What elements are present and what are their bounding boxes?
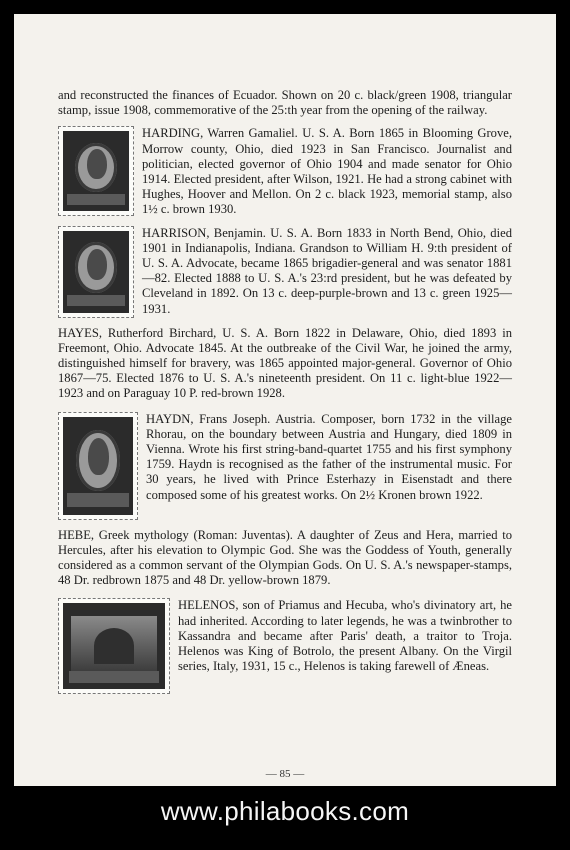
helenos-stamp-image xyxy=(58,598,170,694)
entry-harding-block xyxy=(58,126,512,217)
entry-helenos-block xyxy=(58,598,512,694)
haydn-stamp-image xyxy=(58,412,138,520)
page-number: — 85 — xyxy=(265,768,305,780)
entry-harrison: HARRISON, Benjamin. U. S. A. Born 1833 in North Bend, Ohio, died 1901 in Indianapolis, Indiana. Grandson to William H. 9:th president of U. S. A. Advocate, became 1865 brigadier-general and was senator 1881—82. Elected 1888 to U. S. A.'s 23:rd president, but he was defeated by Cleveland in 1892. On 13 c. deep-purple-brown and 13 c. green 1925—1931. xyxy=(142,225,512,316)
entry-haydn: HAYDN, Frans Joseph. Austria. Composer, born 1732 in the village Rhorau, on the boundary between Austria and Hungary, died 1809 in Vienna. Wrote his first string-band-quartet 1755 and his first symphony 1759. Haydn is recognised as the father of the instrumental music. For 30 years, he lived with Prince Esterhazy in Eisenstadt and there composed some of his greatest works. On 2½ Kronen brown 1922. xyxy=(146,411,512,502)
entry-haydn-block xyxy=(58,412,512,520)
harding-stamp-image xyxy=(58,126,134,216)
entry-helenos: HELENOS, son of Priamus and Hecuba, who's divinatory art, he had inherited. According to later legends, he was a twinbrother to Kassandra and became after Paris' death, a traitor to Troja. Helenos was King of Botrolo, the present Albany. On the Virgil series, Italy, 1931, 15 c., Helenos is taking farewell of Æneas. xyxy=(178,598,512,674)
entry-harding: HARDING, Warren Gamaliel. U. S. A. Born 1865 in Blooming Grove, Morrow county, Ohio, died 1923 in San Francisco. Journalist and politician, elected governor of Ohio 1904 and made senator for Ohio 1914. Elected president, after Wilson, 1921. He had a strong cabinet with Hughes, Hoover and Mellon. On 2 c. black 1923, memorial stamp, also 1½ c. brown 1930. xyxy=(142,126,512,217)
book-page xyxy=(14,14,556,786)
harrison-stamp-image xyxy=(58,226,134,318)
entry-hayes: HAYES, Rutherford Birchard, U. S. A. Born 1822 in Delaware, Ohio, died 1893 in Freemont, Ohio. Advocate 1845. At the outbreake of the Civil War, he joined the army, distinguished himself for bravery, was 1865 appointed major-general. Governor of Ohio 1867—75. Elected 1876 to U. S. A.'s nineteenth president. On 11 c. light-blue 1922—1923 and on Paraguay 10 P. red-brown 1928. xyxy=(58,325,512,401)
entry-harrison-block xyxy=(58,226,512,318)
entry-ecuador-continuation: and reconstructed the finances of Ecuador. Shown on 20 c. black/green 1908, triangular stamp, issue 1908, commemorative of the 25:th year from the opening of the railway. xyxy=(58,88,512,118)
entry-hebe: HEBE, Greek mythology (Roman: Juventas). A daughter of Zeus and Hera, married to Hercules, after his elevation to Olympic God. She was the Goddess of Youth, generally considered as a common servant of the Olympian Gods. On U. S. A.'s newspaper-stamps, 48 Dr. redbrown 1875 and 48 Dr. yellow-brown 1879. xyxy=(58,527,512,588)
footer-watermark-url[interactable]: www.philabooks.com xyxy=(160,796,410,826)
